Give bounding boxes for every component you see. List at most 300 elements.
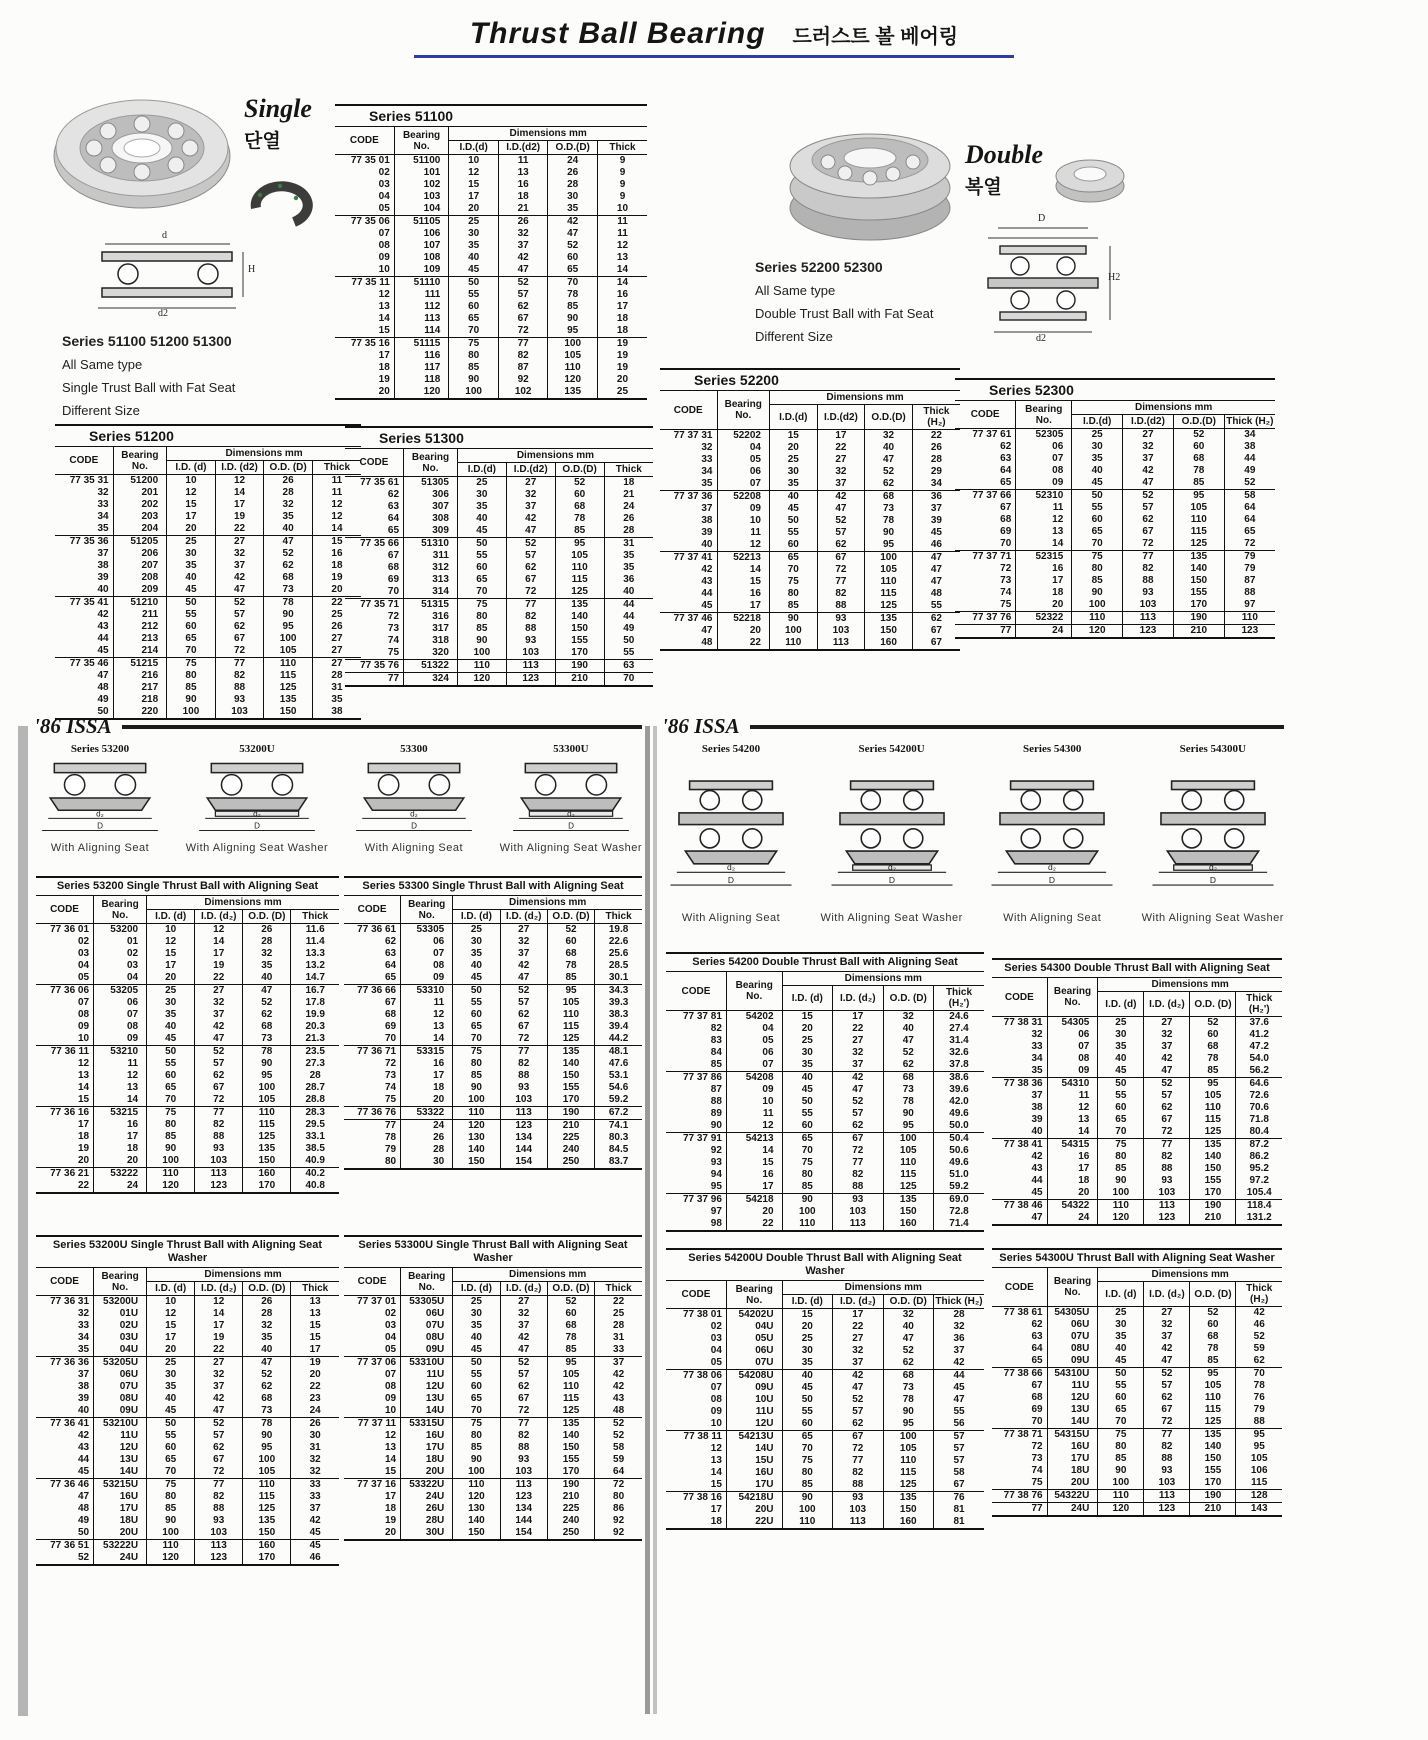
table-row [666,1084,984,1096]
thick-cell: 11.4 [291,936,339,948]
table-row [36,1405,339,1418]
double-label-en: Double [965,140,1043,169]
thick-cell: 22 [291,1381,339,1393]
thick-cell: 71.4 [934,1218,985,1231]
od-cell: 140 [547,1430,594,1442]
od-cell: 240 [547,1144,594,1156]
od-cell: 35 [243,960,291,972]
bearing-no-cell: 51322 [404,660,458,673]
thick-cell: 58 [595,1442,642,1454]
bearing-no-cell: 14 [401,1033,453,1046]
bearing-no-cell: 52208 [717,491,770,504]
diagram-series-label: Series 53200 [70,743,130,755]
id-d2-cell: 27 [817,454,865,466]
bearing-no-cell: 07 [1047,1041,1098,1053]
thick-cell: 27.3 [291,1058,339,1070]
bearing-no-cell: 11U [726,1406,782,1418]
od-cell: 110 [1173,514,1224,526]
bearing-no-cell: 52315 [1016,551,1072,564]
bearing-no-cell: 07U [401,1320,453,1332]
thick-cell: 30.1 [595,972,642,985]
id-d-cell: 60 [147,1070,195,1082]
od-cell: 125 [264,682,313,694]
diagram-caption: With Aligning Seat [364,842,464,854]
thick-cell: 80.3 [595,1132,642,1144]
id-d2-cell: 103 [500,1094,547,1107]
bearing-no-cell: 08U [401,1332,453,1344]
code-cell: 77 37 76 [955,612,1016,625]
series-53200-table-block [36,876,339,1194]
bearing-no-cell: 53215 [94,1107,147,1120]
code-cell: 35 [97,523,109,534]
code-cell: 77 36 31 [36,1296,94,1309]
code-cell: 14 [710,1467,722,1478]
thick-cell: 16 [597,289,647,301]
thick-cell: 44 [934,1370,985,1383]
id-d-cell: 30 [770,466,818,478]
table-row [36,1296,339,1309]
table-title: Series 53200 Single Thrust Ball with Aligning Seat [36,876,339,896]
column-header: O.D. (D) [243,910,291,924]
id-d2-cell: 62 [506,562,555,574]
table-row [335,289,647,301]
bearing-no-cell: 09 [401,972,453,985]
table-row [36,1393,339,1405]
column-header-bearing: Bearing No. [1016,401,1072,429]
table-row [345,647,653,660]
svg-text:d₂: d₂ [96,809,104,819]
column-header: I.D. (d) [453,910,500,924]
svg-text:D: D [1049,874,1056,885]
bearing-no-cell: 08 [1047,1053,1098,1065]
id-d-cell: 100 [453,1094,500,1107]
table-row [992,1331,1282,1343]
id-d2-cell: 52 [833,1096,883,1108]
code-cell: 08 [384,1381,397,1392]
id-d-cell: 90 [782,1194,832,1207]
id-d2-cell: 32 [1144,1319,1190,1331]
id-d-cell: 65 [1098,1114,1144,1126]
thick-cell: 18 [312,560,361,572]
bearing-no-cell: 211 [113,609,167,621]
id-d-cell: 30 [782,1047,832,1059]
thick-cell: 53.1 [595,1070,642,1082]
code-cell: 65 [1031,1355,1043,1366]
thick-cell: 28.7 [291,1082,339,1094]
code-cell: 09 [378,252,390,263]
diagram-caption: With Aligning Seat [1003,912,1102,924]
thick-cell: 131.2 [1236,1212,1282,1225]
code-cell: 18 [77,1131,90,1142]
id-d-cell: 35 [1098,1041,1144,1053]
id-d-cell: 45 [453,1344,500,1357]
id-d-cell: 90 [457,635,506,647]
od-cell: 140 [1190,1151,1236,1163]
code-cell: 97 [710,1206,722,1217]
thick-cell: 37.6 [1236,1017,1282,1030]
table-row [344,1021,642,1033]
bearing-no-cell: 51305 [404,477,458,490]
id-d2-cell: 72 [1144,1416,1190,1429]
od-cell: 110 [547,1009,594,1021]
id-d2-cell: 72 [817,564,865,576]
bearing-no-cell: 07U [726,1357,782,1370]
od-cell: 40 [883,1321,933,1333]
table-row [666,1023,984,1035]
diagram-series-label: Series 54300 [1023,743,1082,755]
id-d2-cell: 72 [1123,538,1174,551]
od-cell: 135 [547,1046,594,1059]
series-53300u-table-block [344,1235,642,1541]
diagram-54200u [820,743,962,924]
table-row [992,1503,1282,1517]
table-row [36,972,339,985]
thick-cell: 44 [604,599,653,612]
id-d2-cell: 82 [1144,1441,1190,1453]
column-header-bearing: Bearing No. [94,1268,147,1296]
bearing-no-cell: 09 [1016,477,1072,490]
table-row [666,1218,984,1231]
thick-cell: 27 [312,633,361,645]
id-d-cell: 55 [1098,1090,1144,1102]
bearing-no-cell: 111 [394,289,449,301]
thick-cell: 16 [312,548,361,560]
bearing-no-cell: 17 [94,1131,147,1143]
code-cell: 40 [701,539,713,550]
od-cell: 32 [883,1011,933,1024]
od-cell: 52 [883,1345,933,1357]
od-cell: 35 [548,203,598,216]
bearing-no-cell: 17U [94,1503,147,1515]
column-header-dimensions: Dimensions mm [449,127,647,141]
thick-cell: 45 [934,1382,985,1394]
bearing-no-cell: 15 [726,1157,782,1169]
id-d-cell: 110 [453,1107,500,1120]
thick-cell: 36 [912,491,960,504]
bearing-no-cell: 17U [401,1442,453,1454]
code-cell: 02 [710,1321,722,1332]
thick-cell: 39 [912,515,960,527]
series-54300-table-block [992,958,1282,1226]
svg-text:d₂: d₂ [887,862,896,873]
od-cell: 155 [1190,1175,1236,1187]
table-row [36,1442,339,1454]
id-d2-cell: 154 [500,1527,547,1540]
bearing-no-cell: 08 [401,960,453,972]
table-row [36,1552,339,1565]
code-cell: 72 [1000,563,1012,574]
code-cell: 77 36 66 [344,985,401,998]
bearing-no-cell: 06U [726,1345,782,1357]
thick-cell: 37 [912,503,960,515]
bearing-no-cell: 06 [717,466,770,478]
bearing-no-cell: 53222U [94,1540,147,1553]
id-d2-cell: 123 [195,1180,243,1193]
code-cell: 77 37 16 [344,1479,401,1492]
id-d-cell: 55 [770,527,818,539]
id-d-cell: 45 [1072,477,1123,490]
code-cell: 33 [701,454,713,465]
od-cell: 110 [548,362,598,374]
code-cell: 62 [384,936,397,947]
thick-cell: 23.5 [291,1046,339,1059]
bearing-no-cell: 04U [726,1321,782,1333]
id-d-cell: 55 [457,550,506,562]
table-row [345,586,653,599]
id-d2-cell: 26 [498,216,548,229]
bearing-no-cell: 207 [113,560,167,572]
diagram-series-label: Series 54200 [701,743,761,755]
table-row [666,1504,984,1516]
column-header-code: CODE [344,896,401,924]
id-d2-cell: 37 [195,1381,243,1393]
table-row [344,1454,642,1466]
od-cell: 42 [548,216,598,229]
od-cell: 60 [1190,1319,1236,1331]
thick-cell: 22 [912,430,960,443]
bearing-no-cell: 07 [401,948,453,960]
id-d-cell: 80 [770,588,818,600]
code-cell: 77 37 71 [955,551,1016,564]
od-cell: 52 [548,240,598,252]
od-cell: 160 [865,637,913,650]
od-cell: 73 [264,584,313,597]
thick-cell: 97 [1224,599,1275,612]
id-d-cell: 65 [1098,1404,1144,1416]
id-d-cell: 40 [1072,465,1123,477]
thick-cell: 13 [597,252,647,264]
id-d2-cell: 72 [833,1145,883,1157]
bearing-no-cell: 101 [394,167,449,179]
code-cell: 90 [710,1120,722,1131]
code-cell: 64 [1000,465,1012,476]
table-row [345,550,653,562]
od-cell: 160 [883,1218,933,1231]
id-d-cell: 120 [453,1120,500,1133]
od-cell: 95 [264,621,313,633]
od-cell: 100 [865,552,913,565]
od-cell: 170 [1190,1187,1236,1200]
table-row [345,660,653,673]
table-row [36,1131,339,1143]
od-cell: 73 [865,503,913,515]
thick-cell: 128 [1236,1490,1282,1503]
bearing-no-cell: 16U [401,1430,453,1442]
id-d-cell: 110 [457,660,506,673]
diagram-series-label: Series 54300U [1179,743,1246,755]
code-cell: 87 [710,1084,722,1095]
code-cell: 70 [384,1033,397,1044]
table-row [55,670,361,682]
table-row [992,1017,1282,1030]
id-d-cell: 50 [770,515,818,527]
diagram-54300 [983,743,1121,924]
id-d2-cell: 72 [215,645,264,658]
column-header-dimensions: Dimensions mm [147,896,339,910]
od-cell: 95 [1173,490,1224,503]
series-52200-table-block [660,368,960,651]
retainer-ring-photo [236,168,321,234]
series-51100-table [335,127,647,400]
bearing-no-cell: 17U [1047,1453,1098,1465]
thick-cell: 42 [595,1381,642,1393]
od-cell: 150 [547,1070,594,1082]
code-cell: 45 [701,600,713,611]
od-cell: 47 [883,1333,933,1345]
table-row [992,1429,1282,1442]
code-cell: 04 [77,960,90,971]
table-row [666,1108,984,1120]
thick-cell: 97.2 [1236,1175,1282,1187]
id-d2-cell: 62 [833,1418,883,1431]
table-row [36,1021,339,1033]
scan-artifact-bar [18,726,28,1716]
thick-cell: 59 [595,1454,642,1466]
bearing-no-cell: 02 [94,948,147,960]
bearing-no-cell: 103 [394,191,449,203]
id-d2-cell: 17 [817,430,865,443]
bearing-no-cell: 309 [404,525,458,538]
bearing-no-cell: 204 [113,523,167,536]
table-row [992,1139,1282,1152]
id-d-cell: 10 [147,924,195,937]
od-cell: 78 [883,1096,933,1108]
table-row [660,466,960,478]
code-cell: 15 [77,1094,90,1105]
od-cell: 105 [547,1369,594,1381]
id-d2-cell: 37 [817,478,865,491]
column-header: I.D. (d) [1098,992,1144,1017]
cross-section-single-seat-washer [505,757,637,837]
column-header: Thick [595,1282,642,1296]
code-cell: 77 37 81 [666,1011,726,1024]
od-cell: 68 [555,501,604,513]
bearing-no-cell: 53322U [401,1479,453,1492]
id-d2-cell: 93 [817,613,865,626]
column-header: I.D.(d2) [817,405,865,430]
id-d2-cell: 17 [833,1309,883,1322]
code-cell: 12 [384,1430,397,1441]
code-cell: 77 36 61 [344,924,401,937]
id-d-cell: 40 [770,491,818,504]
thick-cell: 33 [595,1344,642,1357]
bearing-no-cell: 17 [1047,1163,1098,1175]
id-d2-cell: 113 [1123,612,1174,625]
id-d2-cell: 42 [817,491,865,504]
thick-cell: 67.2 [595,1107,642,1120]
code-cell: 18 [384,1503,397,1514]
id-d-cell: 30 [449,228,499,240]
od-cell: 125 [555,586,604,599]
od-cell: 105 [865,564,913,576]
column-header: O.D.(D) [1173,415,1224,429]
code-cell: 64 [384,960,397,971]
id-d-cell: 50 [782,1394,832,1406]
code-cell: 88 [710,1096,722,1107]
thick-cell: 88 [1224,587,1275,599]
od-cell: 32 [264,499,313,511]
id-d-cell: 75 [147,1107,195,1120]
id-d-cell: 70 [147,1466,195,1479]
od-cell: 26 [548,167,598,179]
thick-cell: 11 [312,475,361,488]
thick-cell: 72.8 [934,1206,985,1218]
table-row [335,167,647,179]
od-cell: 65 [548,264,598,277]
id-d2-cell: 113 [500,1107,547,1120]
od-cell: 105 [243,1094,291,1107]
thick-cell: 13.3 [291,948,339,960]
code-cell: 63 [1000,453,1012,464]
thick-cell: 83.7 [595,1156,642,1169]
id-d-cell: 90 [147,1143,195,1155]
id-d2-cell: 37 [1144,1331,1190,1343]
thick-cell: 33.1 [291,1131,339,1143]
id-d-cell: 100 [770,625,818,637]
code-cell: 45 [77,1466,90,1477]
id-d-cell: 85 [453,1442,500,1454]
table-row [36,1046,339,1059]
od-cell: 135 [243,1515,291,1527]
bearing-no-cell: 04 [717,442,770,454]
id-d2-cell: 27 [1123,429,1174,442]
column-header: Thick [312,461,361,475]
column-header: Thick (H₂) [912,405,960,430]
bearing-no-cell: 206 [113,548,167,560]
table-row [666,1516,984,1529]
thick-cell: 46 [291,1552,339,1565]
id-d2-cell: 134 [500,1503,547,1515]
table-row [344,948,642,960]
table-row [955,465,1275,477]
column-header: I.D.(d2) [506,463,555,477]
bearing-no-cell: 107 [394,240,449,252]
bearing-no-cell: 53205U [94,1357,147,1370]
od-cell: 135 [1190,1139,1236,1152]
thick-cell: 11.6 [291,924,339,937]
table-row [344,997,642,1009]
code-cell: 73 [387,623,400,634]
id-d-cell: 80 [782,1467,832,1479]
code-cell: 75 [1000,599,1012,610]
bearing-no-cell: 11 [1047,1090,1098,1102]
bearing-no-cell: 15U [726,1455,782,1467]
od-cell: 95 [883,1120,933,1133]
thick-cell: 32 [934,1321,985,1333]
od-cell: 100 [883,1133,933,1146]
bearing-no-cell: 11 [94,1058,147,1070]
code-cell: 38 [97,560,109,571]
thick-cell: 12 [312,511,361,523]
id-d2-cell: 42 [506,513,555,525]
bearing-no-cell: 216 [113,670,167,682]
id-d2-cell: 14 [195,936,243,948]
code-cell: 77 37 31 [660,430,717,443]
table-row [660,552,960,565]
id-d-cell: 55 [453,997,500,1009]
bearing-no-cell: 212 [113,621,167,633]
code-cell: 17 [384,1491,397,1502]
od-cell: 150 [1190,1163,1236,1175]
od-cell: 170 [555,647,604,660]
table-row [344,1405,642,1418]
bearing-no-cell: 24U [1047,1503,1098,1517]
bearing-no-cell: 53210U [94,1418,147,1431]
column-header-bearing: Bearing No. [1047,978,1098,1017]
code-cell: 77 37 01 [344,1296,401,1309]
thick-cell: 11 [597,228,647,240]
dim-label-D: D [1038,213,1046,224]
